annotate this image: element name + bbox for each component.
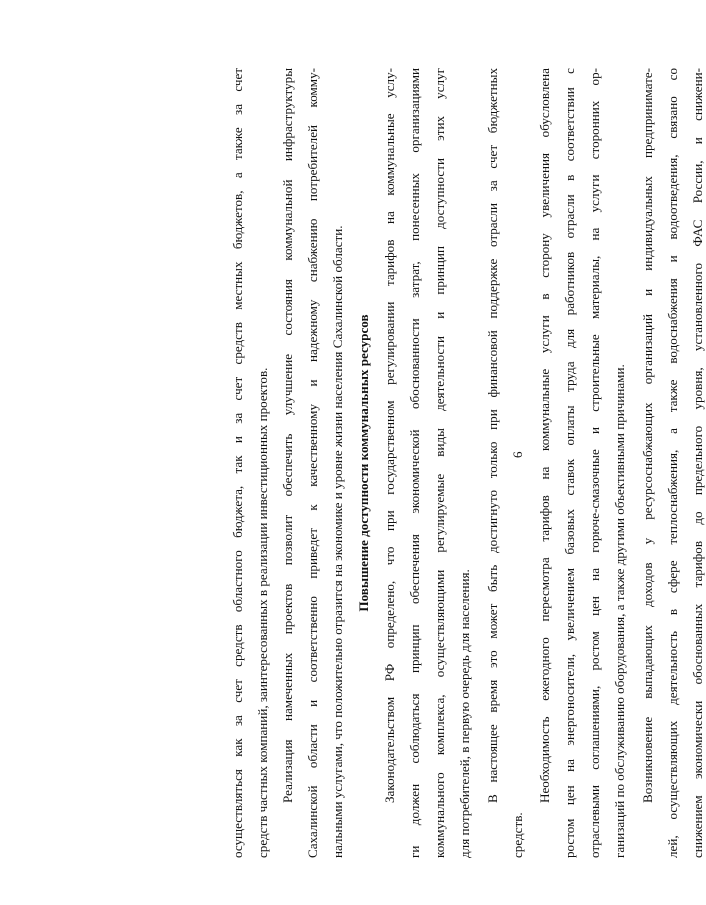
- text-line: осуществляться как за счет средств областного бюджета, так и за счет средств местных бюджетов, а также за счет: [230, 68, 245, 858]
- text-line: коммунального комплекса, осуществляющими регулируемые виды деятельности и принцип доступности этих услуг: [432, 68, 447, 858]
- text-line: В настоящее время это может быть достигнуто только при финансовой поддержке отрасли за счет бюджетных: [485, 68, 500, 803]
- text-line: нальными услугами, что положительно отразится на экономике и уровне жизни населения Сахалинской области.: [330, 225, 345, 858]
- page-number: 6: [510, 451, 525, 458]
- text-line: Необходимость ежегодного пересмотра тарифов на коммунальные услуги в сторону увеличения обусловлена: [537, 68, 552, 803]
- text-line: Возникновение выпадающих доходов у ресурсоснабжающих организаций и индивидуальных предпринимате-: [640, 68, 655, 803]
- text-line: ганизаций по обслуживанию оборудования, а также другими объективными причинами.: [612, 364, 627, 858]
- section-heading: Повышение доступности коммунальных ресурсов: [356, 314, 371, 612]
- text-line: ги должен соблюдаться принцип обеспечения экономической обоснованности затрат, понесенных организациями: [407, 68, 422, 858]
- text-line: отраслевыми соглашениями, ростом цен на горюче-смазочные и строительные материалы, на услуги сторонних ор-: [587, 68, 602, 858]
- text-line: Сахалинской области и соответственно приведет к качественному и надежному снабжению потребителей комму-: [305, 68, 320, 858]
- text-line: Реализация намеченных проектов позволит обеспечить улучшение состояния коммунальной инфраструктуры: [280, 68, 295, 803]
- text-line: ростом цен на энергоносители, увеличением базовых ставок оплаты труда для работников отрасли в соответствии с: [562, 68, 577, 858]
- text-line: для потребителей, в первую очередь для населения.: [457, 569, 472, 858]
- text-line: Законодательством РФ определено, что при государственном регулировании тарифов на коммунальные услу-: [382, 68, 397, 803]
- rotated-text-block: [90, 18, 705, 858]
- text-line: снижением экономически обоснованных тарифов до предельного уровня, установленного ФАС России, и снижени-: [690, 68, 705, 858]
- text-line: средств частных компаний, заинтересованных в реализации инвестиционных проектов.: [255, 367, 270, 858]
- text-line: средств.: [510, 812, 525, 858]
- text-line: лей, осуществляющих деятельность в сфере теплоснабжения, а также водоснабжения и водоотведения, связано со: [665, 68, 680, 858]
